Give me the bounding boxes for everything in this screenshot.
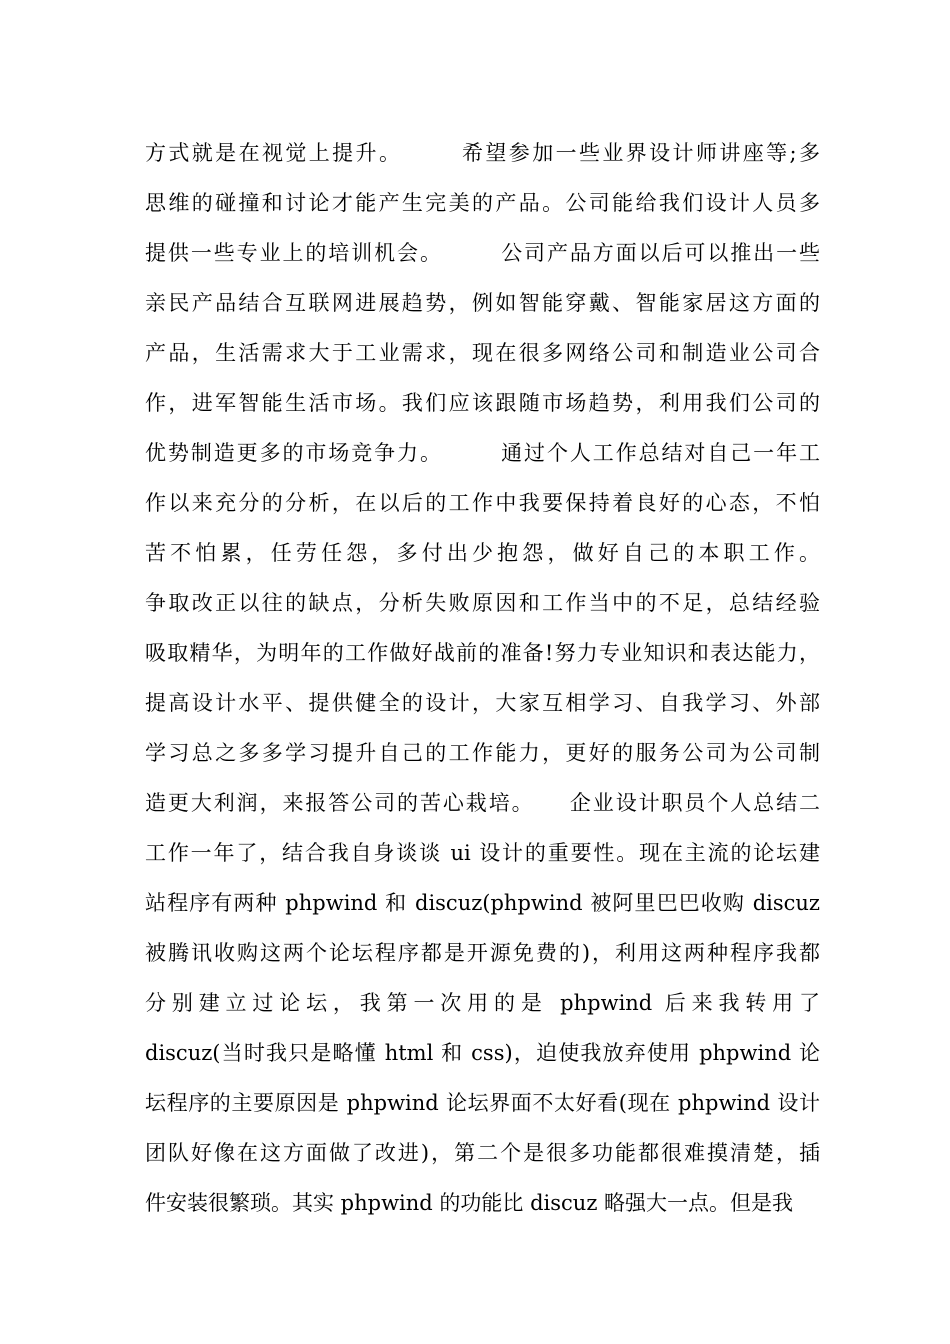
- text-line-22: 件安装很繁琐。其实 phpwind 的功能比 discuz 略强大一点。但是我: [145, 1191, 794, 1215]
- text-line-15: 工作一年了，结合我自身谈谈 ui 设计的重要性。现在主流的论坛建: [145, 841, 820, 865]
- text-line-18: 分别建立过论坛，我第一次用的是 phpwind 后来我转用了: [145, 991, 820, 1015]
- text-line-20: 坛程序的主要原因是 phpwind 论坛界面不太好看(现在 phpwind 设计: [145, 1091, 820, 1115]
- text-line-21: 团队好像在这方面做了改进)，第二个是很多功能都很难摸清楚，插: [145, 1141, 820, 1165]
- text-line-16: 站程序有两种 phpwind 和 discuz(phpwind 被阿里巴巴收购 discuz: [145, 891, 820, 915]
- text-line-8: 作以来充分的分析，在以后的工作中我要保持着良好的心态，不怕: [145, 491, 820, 515]
- text-line-10: 争取改正以往的缺点，分析失败原因和工作当中的不足，总结经验: [145, 591, 820, 615]
- text-line-12: 提高设计水平、提供健全的设计，大家互相学习、自我学习、外部: [145, 691, 820, 715]
- text-line-6: 作，进军智能生活市场。我们应该跟随市场趋势，利用我们公司的: [145, 391, 820, 415]
- text-line-13: 学习总之多多学习提升自己的工作能力，更好的服务公司为公司制: [145, 741, 820, 765]
- text-line-4: 亲民产品结合互联网进展趋势，例如智能穿戴、智能家居这方面的: [145, 291, 820, 315]
- text-line-5: 产品，生活需求大于工业需求，现在很多网络公司和制造业公司合: [145, 341, 820, 365]
- body-text: [145, 128, 820, 1228]
- text-line-17: 被腾讯收购这两个论坛程序都是开源免费的)，利用这两种程序我都: [145, 941, 820, 965]
- text-line-19: discuz(当时我只是略懂 html 和 css)，迫使我放弃使用 phpwind 论: [145, 1041, 820, 1065]
- text-line-11: 吸取精华，为明年的工作做好战前的准备!努力专业知识和表达能力，: [145, 641, 820, 665]
- text-line-7: 优势制造更多的市场竞争力。 通过个人工作总结对自己一年工: [145, 441, 820, 465]
- text-line-3: 提供一些专业上的培训机会。 公司产品方面以后可以推出一些: [145, 241, 820, 265]
- text-line-9: 苦不怕累，任劳任怨，多付出少抱怨，做好自己的本职工作。: [145, 541, 820, 565]
- text-line-2: 思维的碰撞和讨论才能产生完美的产品。公司能给我们设计人员多: [145, 191, 820, 215]
- text-line-14: 造更大利润，来报答公司的苦心栽培。 企业设计职员个人总结二: [145, 791, 820, 815]
- text-line-1: 方式就是在视觉上提升。 希望参加一些业界设计师讲座等;多: [145, 141, 820, 165]
